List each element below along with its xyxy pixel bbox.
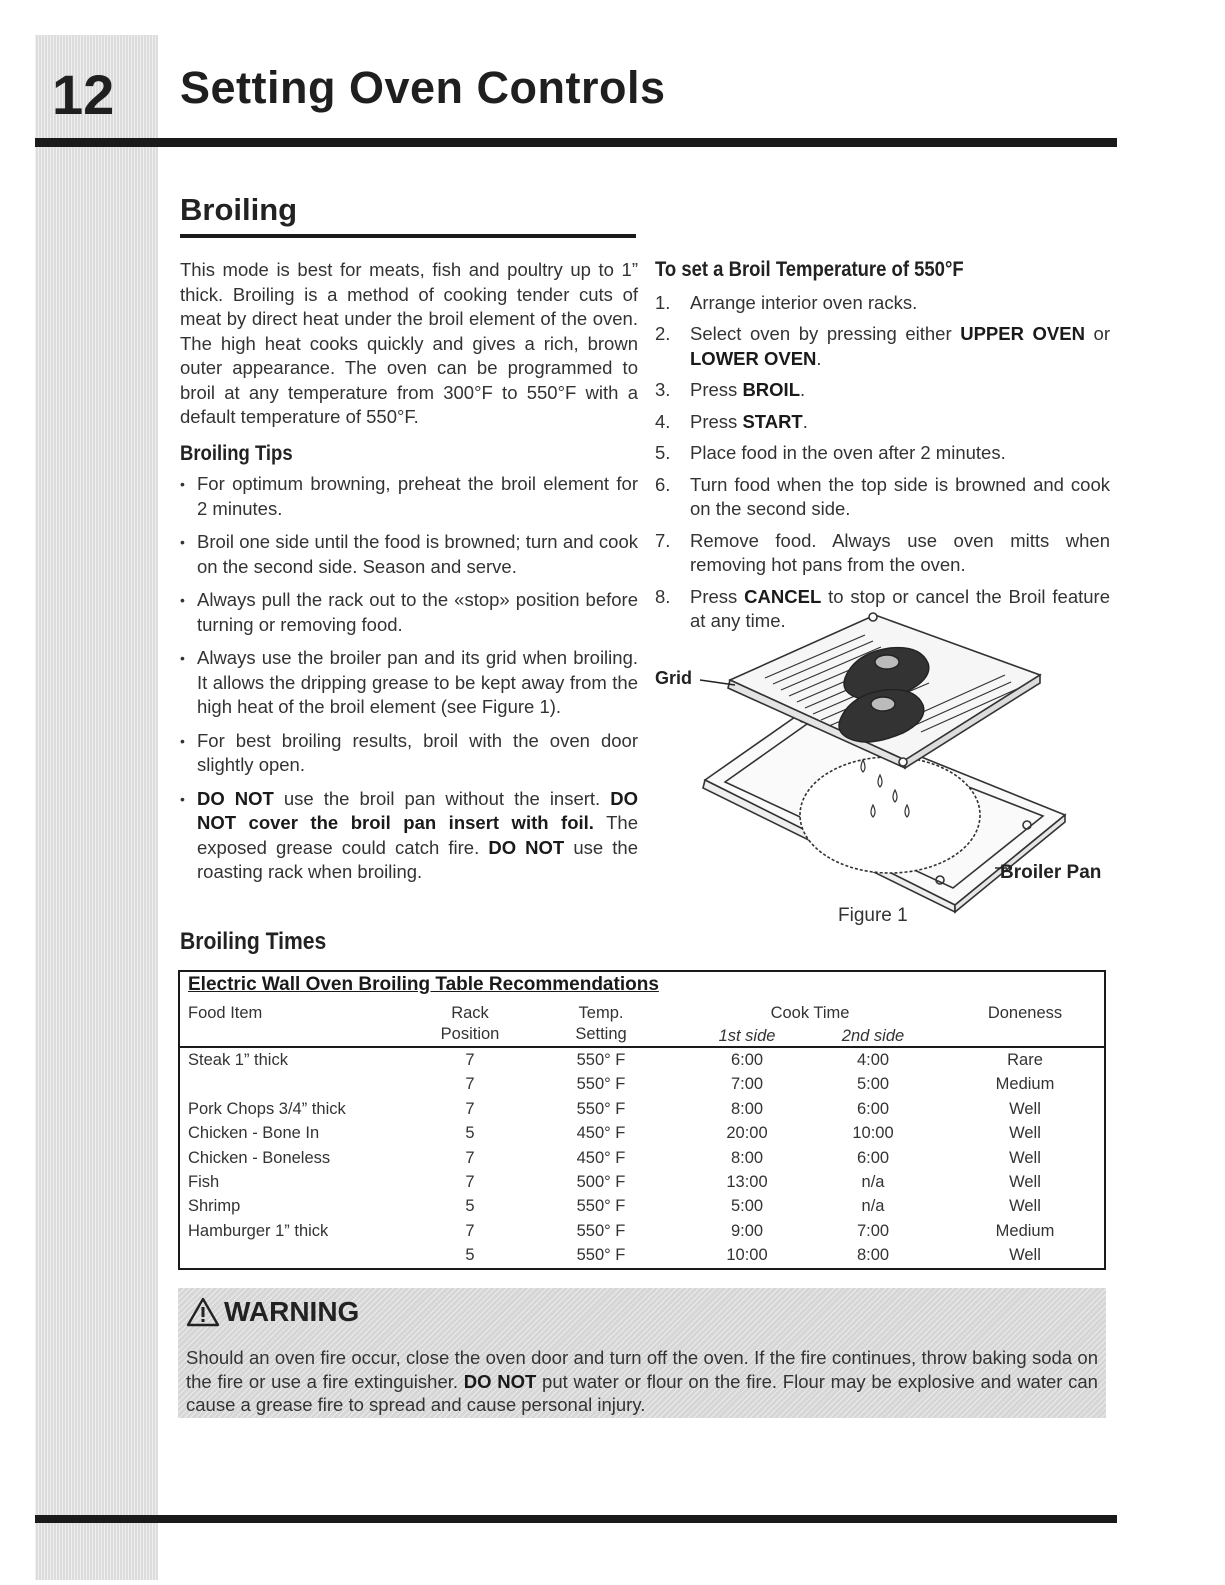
table-row — [180, 1073, 1104, 1097]
step-text: Press — [690, 585, 745, 607]
cell-rack: 7 — [465, 1099, 475, 1118]
bottom-rule — [35, 1515, 1117, 1523]
cell-first-side: 7:00 — [730, 1075, 764, 1094]
page-title: Setting Oven Controls — [180, 62, 666, 113]
step-text: Press — [690, 410, 743, 432]
step-number: 4. — [655, 410, 671, 432]
cell-food: Chicken - Boneless — [188, 1148, 331, 1167]
header-position: Position — [440, 1025, 500, 1043]
cell-rack: 7 — [465, 1221, 475, 1240]
tip-item: • For best broiling results, broil with the oven door slightly open. — [180, 729, 638, 778]
figure-label-broiler-pan: Broiler Pan — [1000, 862, 1102, 883]
cell-doneness: Medium — [995, 1075, 1055, 1094]
emphasis: UPPER OVEN — [960, 323, 1085, 344]
cell-first-side: 10:00 — [726, 1246, 768, 1265]
emphasis: DO NOT — [463, 1370, 537, 1392]
cell-temp: 550° F — [576, 1197, 626, 1216]
cell-second-side: 10:00 — [852, 1124, 894, 1143]
step-text: to stop or cancel the Broil feature at any time. — [690, 585, 1111, 631]
cell-first-side: 8:00 — [730, 1148, 764, 1167]
cell-doneness: Well — [1009, 1099, 1041, 1118]
emphasis: CANCEL — [744, 585, 822, 607]
warning-text-part: put water or flour on the fire. Flour may be explosive and water can cause a grease fire to spread and cause personal injury. — [186, 1370, 1098, 1415]
step-text: Select oven by pressing either — [690, 323, 961, 344]
section-title: Broiling — [180, 192, 298, 227]
tip-item-warning — [180, 787, 638, 885]
broiler-pan-illustration — [655, 600, 1115, 940]
cell-first-side: 5:00 — [730, 1197, 764, 1216]
cell-second-side: 5:00 — [856, 1075, 890, 1094]
cell-second-side: 8:00 — [856, 1246, 890, 1265]
step-number: 2. — [655, 323, 671, 344]
step-number: 7. — [655, 529, 671, 551]
cell-rack: 7 — [465, 1148, 475, 1167]
tips-heading: Broiling Tips — [180, 441, 293, 465]
cell-first-side: 8:00 — [730, 1099, 764, 1118]
header-first-side: 1st side — [718, 1027, 776, 1045]
tip-item: • Always pull the rack out to the «stop» position before turning or removing food. — [180, 588, 638, 637]
step-item — [655, 473, 1110, 522]
warning-header — [186, 1296, 359, 1328]
step-text: . — [802, 410, 808, 432]
cell-temp: 450° F — [576, 1124, 626, 1143]
step-text: Place food in the oven after 2 minutes. — [690, 442, 1006, 463]
cell-rack: 7 — [465, 1075, 475, 1094]
tip-text: The exposed grease could catch fire. — [197, 812, 638, 858]
cell-doneness: Rare — [1007, 1051, 1043, 1069]
warning-text-part: Should an oven fire occur, close the oven door and turn off the oven. If the fire continues, throw baking soda on the fire or use a fire extinguisher. — [186, 1347, 1098, 1392]
step-item — [655, 291, 1110, 316]
cell-food: Pork Chops 3/4” thick — [188, 1099, 346, 1118]
cell-second-side: 7:00 — [856, 1221, 890, 1240]
table-row — [180, 1122, 1104, 1146]
cell-food: Shrimp — [188, 1197, 241, 1216]
step-number: 8. — [655, 585, 671, 607]
header-doneness: Doneness — [987, 1004, 1063, 1022]
cell-rack: 7 — [465, 1172, 475, 1191]
steps-heading: To set a Broil Temperature of 550°F — [655, 258, 964, 281]
step-item — [655, 410, 1110, 435]
tip-text: use the broil pan without the insert. — [273, 787, 611, 809]
cell-rack: 5 — [465, 1124, 475, 1143]
cell-first-side: 20:00 — [726, 1124, 768, 1143]
tip-text: use the roasting rack when broiling. — [197, 836, 638, 882]
right-column — [655, 258, 1110, 641]
cell-temp: 550° F — [576, 1075, 626, 1094]
cell-second-side: 6:00 — [856, 1099, 890, 1118]
step-text: . — [800, 379, 806, 400]
tip-item: • Always use the broiler pan and its grid when broiling. It allows the dripping grease to be kept away from the high heat of the broil element (see Figure 1). — [180, 646, 638, 720]
cell-first-side: 6:00 — [730, 1051, 764, 1069]
step-number: 6. — [655, 473, 671, 495]
cell-food: Chicken - Bone In — [188, 1124, 320, 1143]
cell-temp: 450° F — [576, 1148, 626, 1167]
intro-paragraph: This mode is best for meats, fish and poultry up to 1” thick. Broiling is a method of cooking tender cuts of meat by direct heat under the broil element of the oven. The high heat cooks quickly and gives a rich, brown outer appearance. The oven can be programmed to broil at any temperature from 300°F to 550°F with a default temperature of 550°F. — [180, 259, 638, 427]
step-number: 5. — [655, 442, 671, 463]
step-text: Press — [690, 379, 743, 400]
side-band — [35, 35, 158, 1580]
cell-second-side: n/a — [861, 1197, 885, 1216]
figure-label-grid: Grid — [655, 668, 693, 688]
table-row — [180, 1171, 1104, 1195]
warning-box — [178, 1288, 1106, 1418]
cell-temp: 550° F — [576, 1221, 626, 1240]
step-text: . — [816, 347, 822, 369]
cell-doneness: Well — [1009, 1148, 1041, 1167]
cell-food: Fish — [188, 1172, 220, 1191]
step-number: 1. — [655, 291, 671, 313]
top-rule — [35, 138, 1117, 147]
table-row — [180, 1220, 1104, 1244]
page-number: 12 — [52, 63, 115, 126]
step-text: Arrange interior oven racks. — [690, 291, 918, 313]
cell-second-side: 6:00 — [856, 1148, 890, 1167]
step-text: Turn food when the top side is browned and cook on the second side. — [690, 473, 1110, 519]
warning-title: WARNING — [224, 1296, 360, 1327]
table-title: Electric Wall Oven Broiling Table Recommendations — [188, 974, 659, 995]
left-column — [180, 258, 638, 894]
header-cook-time: Cook Time — [770, 1004, 850, 1022]
step-item — [655, 441, 1110, 466]
cell-temp: 500° F — [576, 1172, 626, 1191]
cell-food: Hamburger 1” thick — [188, 1221, 329, 1240]
cell-temp: 550° F — [576, 1246, 626, 1265]
cell-rack: 5 — [465, 1246, 475, 1265]
emphasis: BROIL — [742, 379, 800, 400]
emphasis: DO NOT cover the broil pan insert with foil. — [197, 787, 638, 833]
section-rule — [180, 234, 636, 238]
table-row — [180, 1244, 1104, 1268]
emphasis: DO NOT — [488, 836, 565, 858]
table-row — [180, 1049, 1104, 1073]
step-number: 3. — [655, 379, 671, 400]
table-row — [180, 1195, 1104, 1219]
header-temp: Temp. — [578, 1004, 624, 1022]
cell-doneness: Well — [1009, 1246, 1041, 1265]
table-row — [180, 1098, 1104, 1122]
figure-caption: Figure 1 — [838, 905, 908, 926]
step-item — [655, 529, 1110, 578]
cell-second-side: 4:00 — [856, 1051, 890, 1069]
tip-item: • For optimum browning, preheat the broil element for 2 minutes. — [180, 472, 638, 521]
step-text: Remove food. Always use oven mitts when removing hot pans from the oven. — [690, 529, 1110, 575]
emphasis: LOWER OVEN — [690, 347, 817, 369]
cell-food: Steak 1” thick — [188, 1051, 288, 1069]
broiling-times-heading: Broiling Times — [180, 928, 327, 955]
cell-second-side: n/a — [861, 1172, 885, 1191]
header-setting: Setting — [575, 1025, 627, 1043]
header-rack: Rack — [451, 1004, 489, 1022]
tip-item: • Broil one side until the food is browned; turn and cook on the second side. Season and serve. — [180, 530, 638, 579]
step-text: or — [1084, 323, 1111, 344]
steps-list — [655, 291, 1110, 634]
cell-temp: 550° F — [576, 1051, 626, 1069]
cell-temp: 550° F — [576, 1099, 626, 1118]
cell-rack: 7 — [465, 1051, 475, 1069]
step-item — [655, 378, 1110, 403]
step-item — [655, 322, 1110, 371]
emphasis: DO NOT — [197, 787, 274, 809]
header-second-side: 2nd side — [841, 1027, 905, 1045]
cell-doneness: Medium — [995, 1221, 1055, 1240]
cell-first-side: 13:00 — [726, 1172, 768, 1191]
broiling-table — [178, 970, 1106, 1270]
cell-doneness: Well — [1009, 1197, 1041, 1216]
cell-rack: 5 — [465, 1197, 475, 1216]
emphasis: START — [742, 410, 803, 432]
cell-first-side: 9:00 — [730, 1221, 764, 1240]
table-body — [180, 1049, 1104, 1269]
tips-list — [180, 472, 638, 885]
warning-text — [186, 1346, 1098, 1417]
warning-triangle-icon — [186, 1297, 220, 1327]
cell-doneness: Well — [1009, 1124, 1041, 1143]
table-row — [180, 1147, 1104, 1171]
table-header-rule — [180, 1046, 1104, 1048]
header-food-item: Food Item — [188, 1004, 263, 1022]
cell-doneness: Well — [1009, 1172, 1041, 1191]
